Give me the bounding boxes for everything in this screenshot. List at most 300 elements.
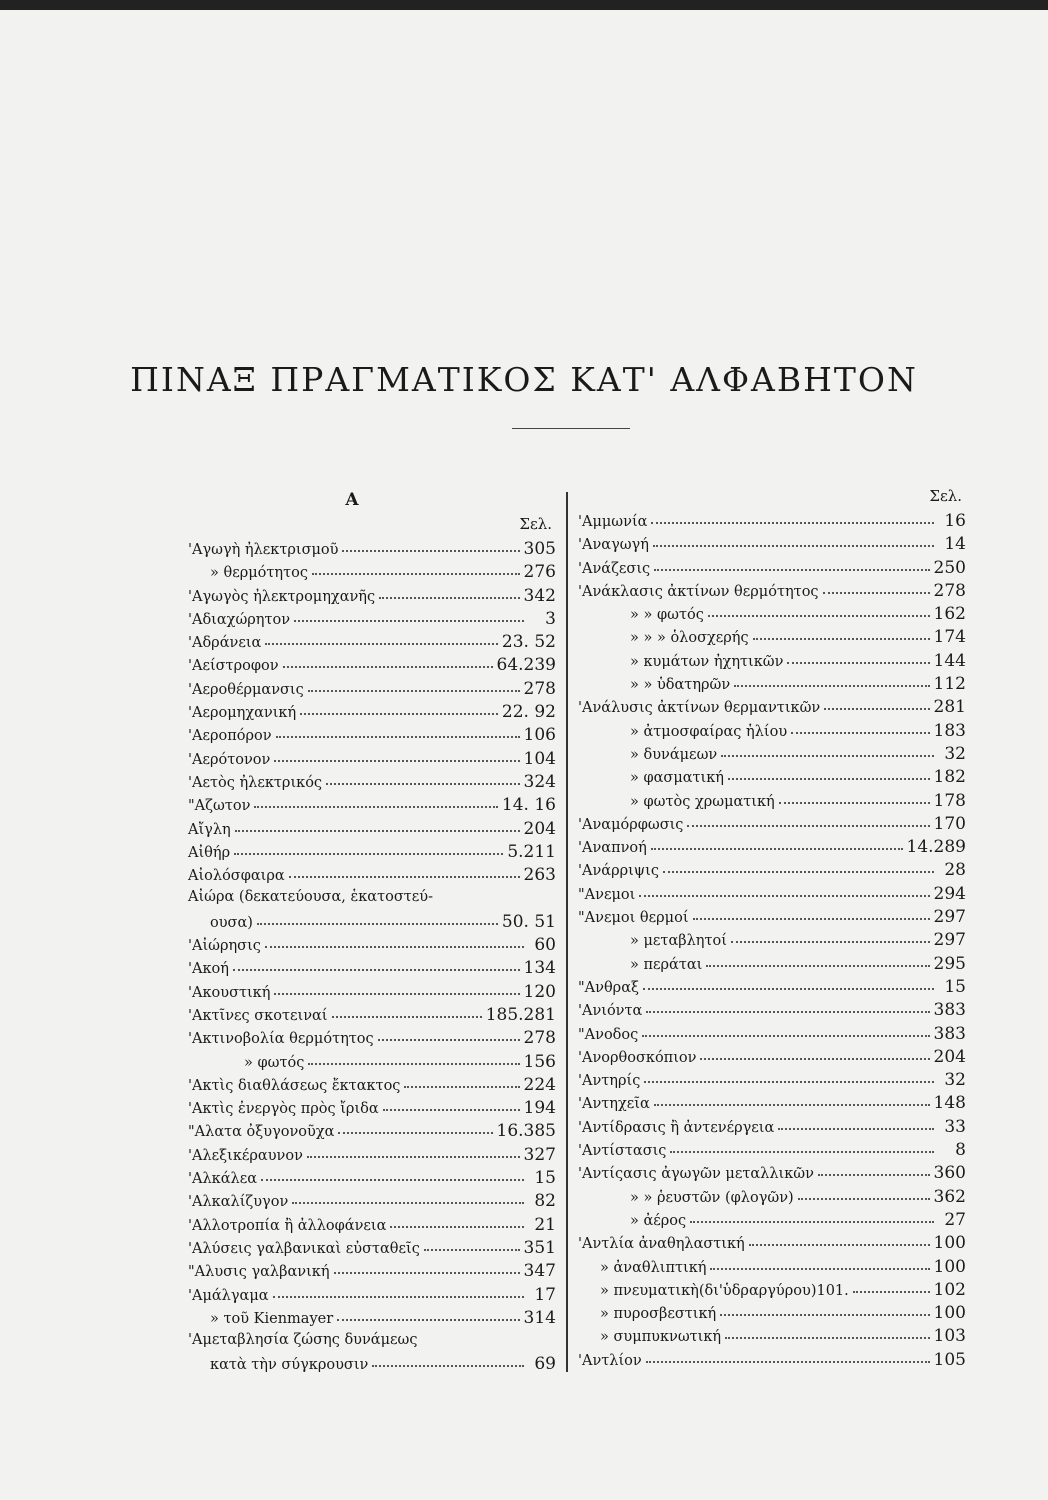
page-number: 347	[523, 1261, 556, 1282]
index-term: » ἀτμοσφαίρας ἡλίου	[630, 723, 788, 740]
dot-leader	[289, 860, 520, 878]
index-term: κατὰ τὴν σύγκρουσιν	[210, 1357, 369, 1374]
dot-leader	[710, 1252, 929, 1270]
index-term: Αἰθήρ	[188, 844, 231, 861]
index-entry	[188, 1235, 556, 1258]
page-number: 360	[933, 1163, 966, 1184]
dot-leader	[312, 557, 520, 575]
dot-leader	[654, 1088, 930, 1106]
dot-leader	[749, 1228, 930, 1246]
index-entry	[188, 769, 556, 792]
dot-leader	[798, 1182, 930, 1200]
page-number: 342	[523, 585, 556, 606]
page-number: 50. 51	[501, 911, 556, 932]
page-number: 305	[523, 539, 556, 559]
index-entry	[188, 676, 556, 699]
page-number: 5.211	[507, 841, 556, 862]
index-entry	[188, 652, 556, 675]
dot-leader	[337, 1303, 519, 1321]
index-entry	[188, 606, 556, 629]
dot-leader	[372, 1349, 524, 1367]
page-number: 100	[933, 1303, 966, 1324]
dot-leader	[338, 1116, 492, 1134]
page-number: 278	[523, 678, 556, 699]
page-number: 16	[944, 511, 966, 531]
dot-leader	[421, 1326, 524, 1342]
index-term: ουσα)	[210, 914, 253, 931]
page-number: 27	[944, 1209, 966, 1230]
index-entry	[578, 951, 966, 974]
page-number: 314	[523, 1307, 556, 1328]
index-entry	[578, 1254, 966, 1277]
index-entry	[578, 811, 966, 834]
page-number: 106	[523, 725, 556, 746]
index-term: 'Αμάλγαμα	[188, 1287, 269, 1304]
dot-leader	[670, 1135, 934, 1153]
page-number: 324	[523, 771, 556, 792]
dot-leader	[294, 604, 524, 622]
page-number: 104	[523, 748, 556, 769]
dot-leader	[734, 669, 929, 687]
dot-leader	[791, 716, 929, 734]
page-number: 134	[523, 958, 556, 979]
index-term: 'Αντίδρασις ἢ ἀντενέργεια	[578, 1119, 775, 1136]
index-entry	[578, 694, 966, 717]
page-number: 194	[523, 1098, 556, 1119]
dot-leader	[437, 883, 524, 899]
page-number: 276	[523, 562, 556, 583]
page-number: 278	[933, 580, 966, 601]
dot-leader	[720, 1298, 929, 1316]
index-entry	[188, 839, 556, 862]
index-entry	[188, 1305, 556, 1328]
dot-leader	[779, 786, 930, 804]
dot-leader	[644, 1065, 934, 1083]
index-term: » πυροσβεστική	[600, 1306, 717, 1323]
index-entry	[578, 624, 966, 647]
index-entry	[188, 1212, 556, 1235]
index-entry	[578, 788, 966, 811]
dot-leader	[342, 534, 519, 552]
index-term: 'Αδιαχώρητον	[188, 611, 291, 628]
page-number: 295	[933, 953, 966, 974]
dot-leader	[643, 972, 934, 990]
index-entry	[578, 1230, 966, 1253]
page-number: 82	[534, 1191, 556, 1212]
page-number: 21	[534, 1214, 556, 1235]
index-term: 'Αντλία ἀναθηλαστική	[578, 1236, 745, 1253]
index-term: 'Ακτῖνες σκοτειναί	[188, 1007, 328, 1024]
index-entry	[188, 583, 556, 606]
page-number: 15	[944, 976, 966, 997]
index-term: » περάται	[630, 956, 703, 973]
index-term: » μεταβλητοί	[630, 933, 727, 950]
index-term: » τοῦ Kienmayer	[210, 1310, 334, 1327]
index-term: 'Αγωγὴ ἠλεκτρισμοῦ	[188, 542, 339, 558]
page-number: 105	[933, 1349, 966, 1370]
page-column-header: Σελ.	[519, 515, 552, 533]
index-entry	[188, 1165, 556, 1188]
index-term: » φωτὸς χρωματική	[630, 793, 775, 810]
index-entry	[578, 1300, 966, 1323]
page-number: 281	[933, 697, 966, 718]
index-term: 'Αγωγὸς ἠλεκτρομηχανῆς	[188, 588, 376, 605]
page-number: 17	[534, 1284, 556, 1305]
index-entry	[578, 1067, 966, 1090]
index-entry	[578, 531, 966, 554]
page-number: 28	[944, 860, 966, 881]
index-entry	[188, 979, 556, 1002]
index-entry	[578, 1207, 966, 1230]
page-column-header: Σελ.	[929, 487, 962, 505]
index-entry	[578, 1114, 966, 1137]
dot-leader	[646, 1345, 930, 1363]
page-number: 64.239	[496, 655, 556, 676]
index-term: 'Αλκάλεα	[188, 1171, 257, 1188]
page-number: 32	[944, 743, 966, 764]
index-term: » συμπυκνωτική	[600, 1329, 722, 1346]
page-number: 170	[933, 813, 966, 834]
index-entry	[578, 601, 966, 624]
index-term: "Αζωτον	[188, 798, 251, 815]
dot-leader	[639, 879, 929, 897]
page-number: 33	[944, 1116, 966, 1137]
index-term: 'Αδράνεια	[188, 635, 262, 652]
dot-leader	[378, 1023, 520, 1041]
index-entry	[188, 1025, 556, 1048]
dot-leader	[708, 599, 930, 617]
index-term: 'Ανάζεσις	[578, 560, 651, 577]
dot-leader	[728, 762, 930, 780]
index-entry	[188, 955, 556, 978]
index-term: 'Αμεταβλησία ζώσης δυνάμεως	[188, 1332, 418, 1349]
dot-leader	[824, 692, 929, 710]
index-entry	[188, 792, 556, 815]
index-term: » » » ὁλοσχερής	[630, 630, 749, 647]
page-number: 22. 92	[501, 702, 556, 723]
dot-leader	[383, 1093, 520, 1111]
index-term: 'Αεροπόρον	[188, 728, 272, 745]
index-entry	[578, 764, 966, 787]
index-term: 'Αερομηχανική	[188, 705, 297, 722]
index-term: 'Ανιόντα	[578, 1003, 643, 1020]
dot-leader	[787, 646, 929, 664]
index-entry	[188, 816, 556, 839]
page-number: 23. 52	[501, 632, 556, 653]
index-entry	[188, 1095, 556, 1118]
page-number: 100	[933, 1233, 966, 1254]
index-term: 'Ανάλυσις ἀκτίνων θερμαντικῶν	[578, 700, 821, 717]
index-entry	[188, 1328, 556, 1351]
index-term: 'Αλεξικέραυνον	[188, 1147, 303, 1164]
index-term: 'Αντηρίς	[578, 1073, 641, 1090]
dot-leader	[663, 855, 934, 873]
index-entry	[188, 536, 556, 559]
index-entry	[578, 904, 966, 927]
index-term: » » ῥευστῶν (φλογῶν)	[630, 1189, 794, 1206]
page-number: 351	[523, 1237, 556, 1258]
index-entry	[578, 1044, 966, 1067]
dot-leader	[274, 977, 519, 995]
page-number: 3	[545, 608, 556, 629]
index-entry	[188, 699, 556, 722]
index-entry	[578, 1137, 966, 1160]
index-term: 'Αντίστασις	[578, 1143, 667, 1160]
page-number: 103	[933, 1326, 966, 1347]
index-term: 'Αντλίον	[578, 1352, 642, 1369]
dot-leader	[276, 720, 520, 738]
index-term: "Ανθραξ	[578, 979, 639, 996]
index-term: 'Αναμόρφωσις	[578, 816, 684, 833]
index-entry	[188, 629, 556, 652]
dot-leader	[307, 1140, 520, 1158]
page-number: 297	[933, 907, 966, 928]
index-entry	[188, 1282, 556, 1305]
index-term: Αἴγλη	[188, 821, 231, 838]
page-number: 294	[933, 883, 966, 904]
dot-leader	[753, 622, 930, 640]
page-number: 174	[933, 627, 966, 648]
page-number: 327	[523, 1144, 556, 1165]
index-entry	[578, 1323, 966, 1346]
index-term: 'Αλύσεις γαλβανικαὶ εὐσταθεῖς	[188, 1240, 420, 1257]
dot-leader	[300, 697, 498, 715]
page-number: 148	[933, 1093, 966, 1114]
page-number: 182	[933, 767, 966, 788]
index-term: 'Αἰώρησις	[188, 938, 261, 955]
dot-leader	[308, 674, 520, 692]
dot-leader	[334, 1256, 520, 1274]
index-term: "Αλατα ὀξυγονοῦχα	[188, 1124, 335, 1141]
dot-leader	[404, 1070, 519, 1088]
dot-leader	[332, 1000, 482, 1018]
page-number: 14. 16	[501, 795, 556, 816]
index-entry	[188, 862, 556, 885]
dot-leader	[390, 1210, 524, 1228]
column-divider	[566, 492, 568, 1372]
page-number: 144	[933, 650, 966, 671]
index-column-left	[188, 488, 556, 1375]
dot-leader	[233, 953, 520, 971]
page-number: 362	[933, 1186, 966, 1207]
dot-leader	[690, 1205, 934, 1223]
index-entry	[188, 1072, 556, 1095]
dot-leader	[292, 1186, 524, 1204]
index-entry	[578, 1277, 966, 1300]
dot-leader	[642, 1019, 929, 1037]
index-term: 'Ανάκλασις ἀκτίνων θερμότητος	[578, 583, 819, 600]
index-term: 'Ακτὶς ἐνεργὸς πρὸς ἴριδα	[188, 1101, 379, 1118]
index-term: 'Αντηχεῖα	[578, 1096, 650, 1113]
dot-leader	[651, 832, 903, 850]
index-entries-left	[188, 536, 556, 1375]
index-term: 'Ανορθοσκόπιον	[578, 1049, 697, 1066]
dot-leader	[273, 1280, 524, 1298]
dot-leader	[651, 506, 934, 524]
index-term: » ἀέρος	[630, 1212, 687, 1229]
dot-leader	[853, 1275, 930, 1293]
page-number: 102	[933, 1279, 966, 1300]
index-term: 'Ακοή	[188, 961, 229, 978]
index-term: » ἀναθλιπτική	[600, 1259, 707, 1276]
dot-leader	[646, 995, 929, 1013]
index-term: » κυμάτων ἠχητικῶν	[630, 653, 784, 670]
index-entry	[188, 1118, 556, 1141]
index-term: 'Αμμωνία	[578, 514, 648, 530]
index-entry	[578, 718, 966, 741]
dot-leader	[700, 1042, 929, 1060]
page-number: 250	[933, 557, 966, 578]
index-entry	[578, 927, 966, 950]
index-entry	[578, 1184, 966, 1207]
dot-leader	[706, 949, 929, 967]
dot-leader	[283, 650, 493, 668]
index-term: » θερμότητος	[210, 565, 308, 582]
index-entry	[578, 578, 966, 601]
index-entry	[188, 1002, 556, 1025]
page-number: 204	[933, 1046, 966, 1067]
dot-leader	[687, 809, 929, 827]
index-term: 'Ακτὶς διαθλάσεως ἔκτακτος	[188, 1077, 401, 1094]
index-term: "Ανεμοι θερμοί	[578, 910, 689, 927]
page-number: 162	[933, 604, 966, 625]
index-term: » » φωτός	[630, 607, 704, 624]
index-term: » φωτός	[244, 1054, 305, 1071]
section-letter: Α	[345, 490, 359, 510]
index-entry	[188, 932, 556, 955]
index-term: 'Αναγωγή	[578, 537, 649, 554]
page-number: 15	[534, 1168, 556, 1189]
index-entry	[578, 508, 966, 531]
index-entry	[188, 722, 556, 745]
page-number: 297	[933, 930, 966, 951]
index-term: 'Αεροθέρμανσις	[188, 681, 304, 698]
dot-leader	[257, 907, 498, 925]
page-number: 383	[933, 1023, 966, 1044]
index-term: 'Αντίςασις ἀγωγῶν μεταλλικῶν	[578, 1166, 814, 1183]
index-entry	[188, 909, 556, 932]
page-title: ΠΙΝΑΞ ΠΡΑΓΜΑΤΙΚΟΣ ΚΑΤ' ΑΛΦΑΒΗΤΟΝ	[130, 360, 918, 400]
index-term: 'Ακτινοβολία θερμότητος	[188, 1031, 374, 1048]
dot-leader	[265, 930, 524, 948]
page-number: 16.385	[496, 1121, 556, 1142]
index-term: 'Ανάρριψις	[578, 863, 659, 880]
index-entry	[578, 974, 966, 997]
dot-leader	[778, 1112, 934, 1130]
index-entry	[578, 857, 966, 880]
page-number: 14.289	[906, 837, 966, 858]
page-number: 156	[523, 1051, 556, 1072]
index-column-right	[578, 484, 966, 1370]
index-entry	[578, 555, 966, 578]
index-term: 'Αλκαλίζυγον	[188, 1194, 289, 1211]
index-entry	[578, 881, 966, 904]
dot-leader	[254, 790, 498, 808]
dot-leader	[274, 744, 519, 762]
page-number: 14	[944, 534, 966, 555]
index-term: 'Αναπνοή	[578, 840, 647, 857]
page-number: 204	[523, 818, 556, 839]
index-term: » πνευματικὴ(δι'ὑδραργύρου)101.	[600, 1282, 849, 1299]
dot-leader	[326, 767, 519, 785]
index-term: 'Αλλοτροπία ἢ ἀλλοφάνεια	[188, 1217, 387, 1234]
index-entry	[578, 834, 966, 857]
dot-leader	[235, 814, 520, 832]
index-term: 'Ακουστική	[188, 984, 271, 1001]
dot-leader	[693, 902, 930, 920]
index-term: Αἰώρα (δεκατεύουσα, ἑκατοστεύ-	[188, 889, 433, 906]
dot-leader	[261, 1163, 524, 1181]
index-entry	[188, 1142, 556, 1165]
page-number: 185.281	[485, 1004, 556, 1025]
page-number: 263	[523, 865, 556, 886]
index-entry	[578, 741, 966, 764]
index-entry	[578, 1090, 966, 1113]
dot-leader	[234, 837, 503, 855]
index-term: 'Αετὸς ἠλεκτρικός	[188, 774, 323, 791]
title-rule	[512, 428, 630, 429]
page-number: 178	[933, 790, 966, 811]
dot-leader	[725, 1321, 929, 1339]
index-entry	[578, 997, 966, 1020]
dot-leader	[653, 529, 934, 547]
page-number: 224	[523, 1074, 556, 1095]
index-entry	[188, 1188, 556, 1211]
index-entry	[578, 1347, 966, 1370]
index-entry	[188, 559, 556, 582]
index-term: "Ανεμοι	[578, 886, 636, 903]
dot-leader	[265, 627, 498, 645]
index-entry	[578, 648, 966, 671]
index-entry	[188, 1049, 556, 1072]
page-number: 69	[534, 1354, 556, 1375]
index-entry	[578, 1021, 966, 1044]
index-entry	[188, 746, 556, 769]
dot-leader	[823, 576, 930, 594]
index-term: » δυνάμεων	[630, 746, 718, 763]
index-entry	[578, 1160, 966, 1183]
index-term: 'Αείστροφον	[188, 658, 279, 675]
index-entries-right	[578, 508, 966, 1370]
page-number: 60	[534, 935, 556, 956]
index-term: » » ὑδατηρῶν	[630, 677, 731, 694]
index-entry	[188, 885, 556, 908]
page-number: 112	[933, 674, 966, 695]
page-number: 278	[523, 1028, 556, 1049]
index-term: Αἰολόσφαιρα	[188, 868, 285, 885]
page-number: 383	[933, 1000, 966, 1021]
index-entry	[578, 671, 966, 694]
index-entry	[188, 1351, 556, 1374]
index-term: 'Αερότονον	[188, 751, 271, 768]
page-top-edge	[0, 0, 1048, 10]
dot-leader	[818, 1158, 930, 1176]
page-number: 100	[933, 1256, 966, 1277]
index-term: "Αλυσις γαλβανική	[188, 1264, 330, 1281]
dot-leader	[424, 1233, 520, 1251]
dot-leader	[731, 925, 930, 943]
page-number: 8	[955, 1140, 966, 1161]
page-number: 32	[944, 1070, 966, 1091]
dot-leader	[721, 739, 934, 757]
page-number: 120	[523, 981, 556, 1002]
dot-leader	[379, 581, 519, 599]
index-term: » φασματική	[630, 770, 724, 787]
dot-leader	[308, 1047, 519, 1065]
page-number: 183	[933, 720, 966, 741]
index-entry	[188, 1258, 556, 1281]
dot-leader	[654, 553, 929, 571]
